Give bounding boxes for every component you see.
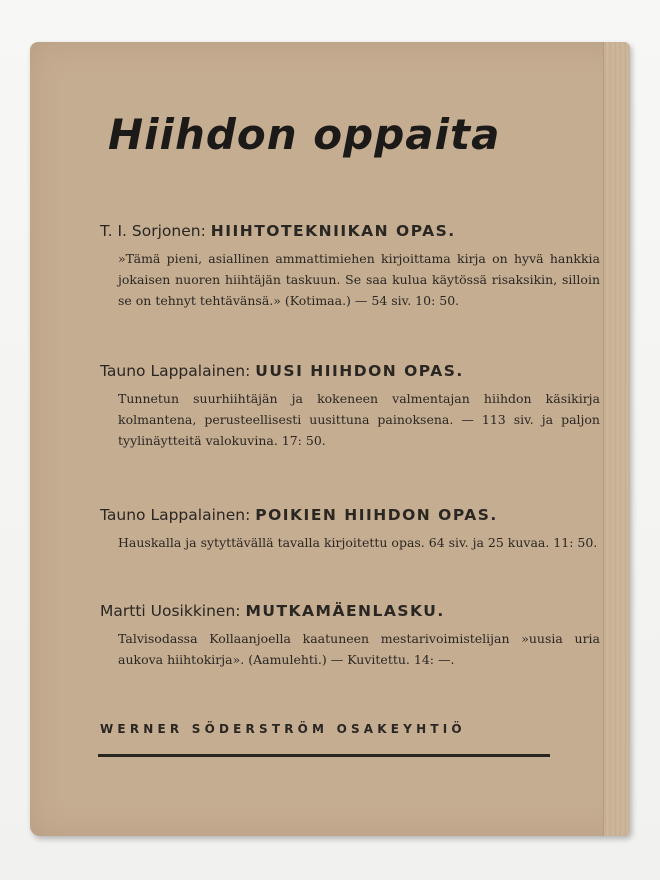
author-name: Martti Uosikkinen: bbox=[100, 602, 241, 620]
book-listing bbox=[100, 506, 600, 553]
book-title: HIIHTOTEKNIIKAN OPAS. bbox=[210, 222, 456, 240]
publisher-name: WERNER SÖDERSTRÖM OSAKEYHTIÖ bbox=[100, 722, 466, 736]
book-listing bbox=[100, 602, 600, 670]
listing-heading bbox=[100, 506, 600, 524]
divider-rule bbox=[98, 754, 550, 757]
listing-heading bbox=[100, 602, 600, 620]
book-title: UUSI HIIHDON OPAS. bbox=[255, 362, 464, 380]
author-name: Tauno Lappalainen: bbox=[100, 362, 251, 380]
book-description: Talvisodassa Kollaanjoella kaatuneen mestarivoimistelijan »uusia uria aukova hiihtokirja». (Aamulehti.) — Kuvitettu. 14: —. bbox=[118, 631, 600, 667]
cover-title: Hiihdon oppaita bbox=[108, 110, 501, 159]
listing-heading bbox=[100, 362, 600, 380]
book-listing bbox=[100, 362, 600, 451]
listing-heading bbox=[100, 222, 600, 240]
book-title: POIKIEN HIIHDON OPAS. bbox=[255, 506, 498, 524]
book-spine-edge bbox=[603, 42, 630, 836]
book-description: Tunnetun suurhiihtäjän ja kokeneen valmentajan hiihdon käsikirja kolmantena, perusteellisesti uusittuna painoksena. — 113 siv. ja paljon tyylinäytteitä valokuvina. 17: 50. bbox=[118, 391, 600, 448]
book-description: Hauskalla ja sytyttävällä tavalla kirjoitettu opas. 64 siv. ja 25 kuvaa. 11: 50. bbox=[118, 535, 598, 550]
book-listing bbox=[100, 222, 600, 311]
author-name: T. I. Sorjonen: bbox=[100, 222, 206, 240]
book-title: MUTKAMÄENLASKU. bbox=[245, 602, 445, 620]
author-name: Tauno Lappalainen: bbox=[100, 506, 251, 524]
book-description: »Tämä pieni, asiallinen ammattimiehen kirjoittama kirja on hyvä hankkia jokaisen nuoren hiihtäjän taskuun. Se saa kulua käytössä risaksikin, silloin se on tehnyt tehtävänsä.» (Kotimaa.) — 54 siv. 10: 50. bbox=[118, 251, 600, 308]
book-back-cover bbox=[30, 42, 630, 836]
